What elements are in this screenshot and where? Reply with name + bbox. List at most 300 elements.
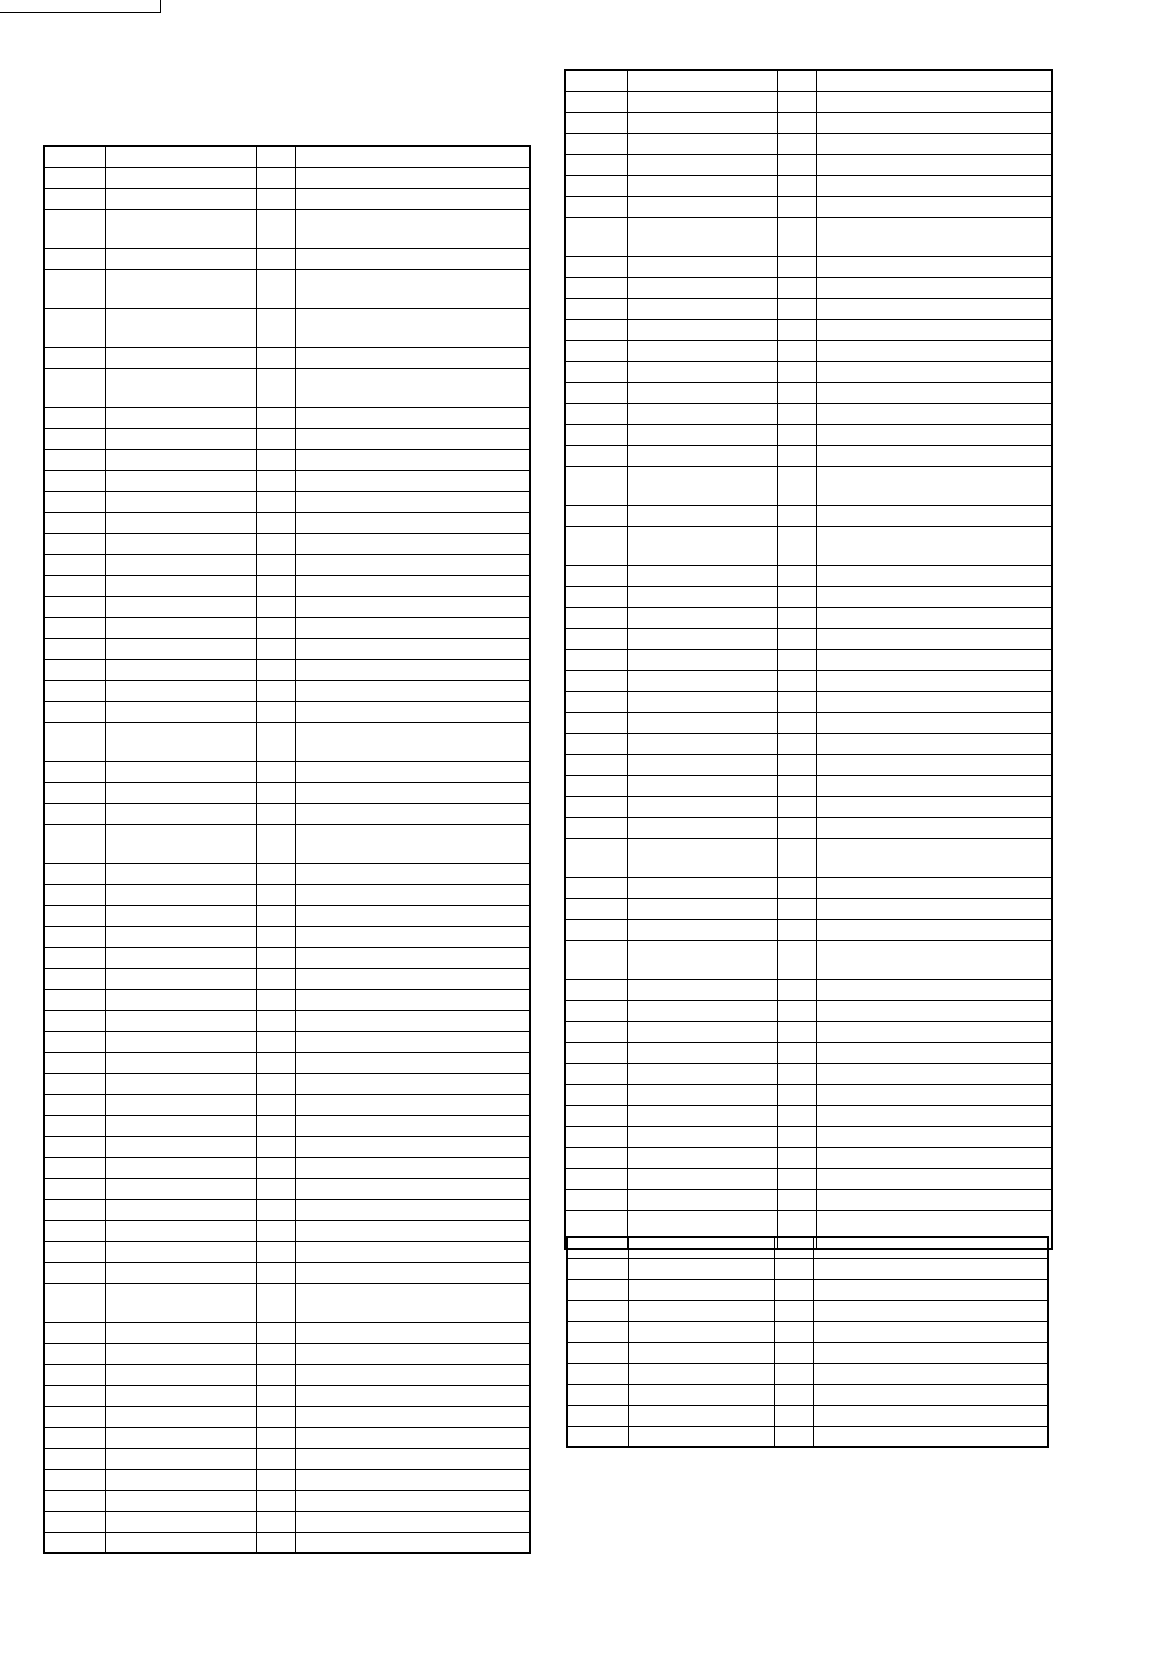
table-cell <box>777 919 816 940</box>
table-row <box>565 382 1052 403</box>
table-cell <box>816 319 1052 340</box>
table-cell <box>774 1405 813 1426</box>
table-cell <box>627 133 777 154</box>
table-row <box>44 1157 530 1178</box>
table-cell <box>813 1279 1048 1300</box>
table-cell <box>295 989 530 1010</box>
table-cell <box>565 340 627 361</box>
table-cell <box>777 319 816 340</box>
table-cell <box>816 607 1052 628</box>
table-cell <box>105 470 256 491</box>
table-cell <box>105 1406 256 1427</box>
table-cell <box>565 1084 627 1105</box>
table-cell <box>295 308 530 347</box>
table-cell <box>105 1115 256 1136</box>
table-cell <box>777 796 816 817</box>
table-cell <box>627 403 777 424</box>
table-cell <box>816 298 1052 319</box>
table-cell <box>256 617 295 638</box>
table-cell <box>256 491 295 512</box>
table-cell <box>295 782 530 803</box>
table-cell <box>295 1511 530 1532</box>
table-cell <box>44 533 105 554</box>
table-cell <box>777 898 816 919</box>
table-cell <box>105 449 256 470</box>
table-cell <box>105 1199 256 1220</box>
table-row <box>565 754 1052 775</box>
table-cell <box>105 491 256 512</box>
table-row <box>565 979 1052 1000</box>
table-cell <box>777 754 816 775</box>
table-cell <box>105 368 256 407</box>
table-cell <box>816 586 1052 607</box>
table-cell <box>774 1279 813 1300</box>
table-row <box>565 319 1052 340</box>
table-cell <box>295 1490 530 1511</box>
table-cell <box>816 775 1052 796</box>
table-cell <box>44 1220 105 1241</box>
table-cell <box>105 761 256 782</box>
table-row <box>44 1427 530 1448</box>
table-cell <box>565 877 627 898</box>
table-cell <box>44 1283 105 1322</box>
table-cell <box>44 1136 105 1157</box>
table-cell <box>295 248 530 269</box>
table-cell <box>105 722 256 761</box>
table-row <box>565 133 1052 154</box>
table-cell <box>565 586 627 607</box>
table-cell <box>777 505 816 526</box>
table-row <box>44 1073 530 1094</box>
table-cell <box>816 838 1052 877</box>
table-cell <box>567 1426 628 1447</box>
table-cell <box>256 680 295 701</box>
table-cell <box>813 1321 1048 1342</box>
table-cell <box>105 1343 256 1364</box>
table-cell <box>565 838 627 877</box>
table-cell <box>295 680 530 701</box>
table-cell <box>777 1021 816 1042</box>
table-cell <box>105 1220 256 1241</box>
table-cell <box>105 905 256 926</box>
table-cell <box>105 1427 256 1448</box>
table-cell <box>44 1469 105 1490</box>
table-row <box>44 188 530 209</box>
table-cell <box>295 554 530 575</box>
table-row <box>44 680 530 701</box>
table-row <box>565 1084 1052 1105</box>
table-cell <box>565 649 627 670</box>
table-cell <box>777 1084 816 1105</box>
table-cell <box>105 680 256 701</box>
table-cell <box>44 1115 105 1136</box>
table-cell <box>627 796 777 817</box>
table-row <box>567 1363 1048 1384</box>
table-cell <box>777 565 816 586</box>
table-cell <box>295 596 530 617</box>
table-cell <box>105 248 256 269</box>
table-cell <box>627 1042 777 1063</box>
table-row <box>44 884 530 905</box>
table-cell <box>777 979 816 1000</box>
table-cell <box>816 565 1052 586</box>
table-cell <box>44 863 105 884</box>
table-cell <box>565 91 627 112</box>
table-cell <box>816 256 1052 277</box>
table-row <box>44 308 530 347</box>
table-cell <box>774 1237 813 1258</box>
table-cell <box>627 691 777 712</box>
table-cell <box>627 319 777 340</box>
table-cell <box>627 361 777 382</box>
table-cell <box>816 1063 1052 1084</box>
table-row <box>44 1385 530 1406</box>
table-cell <box>565 1189 627 1210</box>
table-cell <box>44 968 105 989</box>
table-cell <box>105 701 256 722</box>
table-row <box>565 361 1052 382</box>
table-cell <box>565 1042 627 1063</box>
parts-table-small <box>566 1236 1049 1448</box>
table-cell <box>44 554 105 575</box>
table-cell <box>44 209 105 248</box>
table-cell <box>44 308 105 347</box>
table-cell <box>777 112 816 133</box>
table-cell <box>105 1490 256 1511</box>
table-row <box>565 628 1052 649</box>
table-cell <box>295 701 530 722</box>
table-cell <box>105 1322 256 1343</box>
table-cell <box>777 817 816 838</box>
table-cell <box>777 649 816 670</box>
table-cell <box>295 491 530 512</box>
table-cell <box>816 877 1052 898</box>
table-row <box>565 796 1052 817</box>
table-cell <box>565 175 627 196</box>
table-cell <box>44 1427 105 1448</box>
table-cell <box>256 1511 295 1532</box>
table-cell <box>816 403 1052 424</box>
table-cell <box>627 877 777 898</box>
table-cell <box>565 565 627 586</box>
table-cell <box>44 1490 105 1511</box>
table-cell <box>256 659 295 680</box>
table-cell <box>44 761 105 782</box>
table-cell <box>105 1364 256 1385</box>
table-cell <box>295 1364 530 1385</box>
table-cell <box>628 1237 774 1258</box>
table-cell <box>105 308 256 347</box>
table-row <box>44 269 530 308</box>
table-row <box>565 445 1052 466</box>
table-cell <box>295 1262 530 1283</box>
table-row <box>565 1063 1052 1084</box>
table-row <box>44 1343 530 1364</box>
table-cell <box>627 154 777 175</box>
table-cell <box>777 298 816 319</box>
table-cell <box>295 1406 530 1427</box>
table-cell <box>565 1000 627 1021</box>
table-row <box>567 1258 1048 1279</box>
table-cell <box>44 1241 105 1262</box>
table-cell <box>816 1105 1052 1126</box>
table-row <box>567 1384 1048 1405</box>
table-cell <box>256 1532 295 1553</box>
table-cell <box>777 691 816 712</box>
table-cell <box>813 1405 1048 1426</box>
table-cell <box>295 347 530 368</box>
table-cell <box>565 940 627 979</box>
table-cell <box>44 269 105 308</box>
table-cell <box>627 382 777 403</box>
table-cell <box>44 722 105 761</box>
table-cell <box>627 754 777 775</box>
table-cell <box>105 1052 256 1073</box>
table-cell <box>105 167 256 188</box>
table-cell <box>44 638 105 659</box>
table-cell <box>256 575 295 596</box>
table-cell <box>777 1063 816 1084</box>
table-row <box>44 722 530 761</box>
table-cell <box>627 979 777 1000</box>
table-cell <box>295 449 530 470</box>
table-cell <box>816 940 1052 979</box>
table-row <box>44 1115 530 1136</box>
table-cell <box>105 1532 256 1553</box>
table-row <box>565 607 1052 628</box>
table-cell <box>295 1073 530 1094</box>
table-row <box>44 617 530 638</box>
table-cell <box>565 403 627 424</box>
table-cell <box>44 701 105 722</box>
table-row <box>565 256 1052 277</box>
table-cell <box>813 1237 1048 1258</box>
table-row <box>44 968 530 989</box>
table-cell <box>256 308 295 347</box>
table-row <box>44 1448 530 1469</box>
table-cell <box>816 154 1052 175</box>
table-cell <box>816 382 1052 403</box>
table-row <box>44 248 530 269</box>
table-cell <box>44 1448 105 1469</box>
table-cell <box>256 188 295 209</box>
table-cell <box>628 1426 774 1447</box>
table-cell <box>256 596 295 617</box>
table-cell <box>256 863 295 884</box>
table-cell <box>256 146 295 167</box>
table-row <box>565 919 1052 940</box>
table-cell <box>627 277 777 298</box>
table-cell <box>105 347 256 368</box>
table-cell <box>256 347 295 368</box>
table-cell <box>295 575 530 596</box>
table-cell <box>565 382 627 403</box>
table-cell <box>567 1237 628 1258</box>
table-cell <box>44 368 105 407</box>
table-cell <box>105 968 256 989</box>
table-row <box>567 1342 1048 1363</box>
table-cell <box>256 782 295 803</box>
table-cell <box>627 628 777 649</box>
table-cell <box>295 533 530 554</box>
table-cell <box>627 838 777 877</box>
table-row <box>565 196 1052 217</box>
table-cell <box>256 989 295 1010</box>
table-row <box>44 554 530 575</box>
table-row <box>565 1042 1052 1063</box>
table-cell <box>44 824 105 863</box>
table-cell <box>565 154 627 175</box>
table-cell <box>816 112 1052 133</box>
table-cell <box>777 775 816 796</box>
table-cell <box>628 1384 774 1405</box>
table-cell <box>44 989 105 1010</box>
table-cell <box>105 1511 256 1532</box>
table-row <box>565 175 1052 196</box>
table-cell <box>567 1279 628 1300</box>
table-cell <box>295 947 530 968</box>
table-cell <box>777 1042 816 1063</box>
table-cell <box>105 554 256 575</box>
table-cell <box>105 782 256 803</box>
table-row <box>44 947 530 968</box>
table-row <box>565 424 1052 445</box>
table-row <box>44 1094 530 1115</box>
table-cell <box>777 628 816 649</box>
table-cell <box>565 1147 627 1168</box>
table-cell <box>256 1094 295 1115</box>
table-cell <box>565 1021 627 1042</box>
table-cell <box>816 466 1052 505</box>
table-cell <box>565 445 627 466</box>
table-cell <box>777 196 816 217</box>
table-cell <box>567 1300 628 1321</box>
table-row <box>44 167 530 188</box>
table-cell <box>256 884 295 905</box>
table-row <box>565 670 1052 691</box>
table-row <box>44 1406 530 1427</box>
table-cell <box>105 824 256 863</box>
table-cell <box>627 712 777 733</box>
table-cell <box>44 1157 105 1178</box>
table-cell <box>816 628 1052 649</box>
table-cell <box>777 1105 816 1126</box>
table-cell <box>565 1168 627 1189</box>
table-cell <box>816 670 1052 691</box>
table-row <box>565 1105 1052 1126</box>
table-row <box>565 526 1052 565</box>
table-cell <box>628 1342 774 1363</box>
table-cell <box>567 1405 628 1426</box>
table-cell <box>44 1052 105 1073</box>
table-cell <box>628 1258 774 1279</box>
table-cell <box>627 817 777 838</box>
table-cell <box>627 1084 777 1105</box>
table-row <box>44 1220 530 1241</box>
table-cell <box>295 1178 530 1199</box>
table-cell <box>627 649 777 670</box>
table-row <box>44 407 530 428</box>
table-cell <box>256 1322 295 1343</box>
table-cell <box>256 1136 295 1157</box>
table-cell <box>567 1321 628 1342</box>
table-cell <box>105 1010 256 1031</box>
table-cell <box>816 91 1052 112</box>
table-cell <box>627 1147 777 1168</box>
table-cell <box>627 445 777 466</box>
table-body <box>565 70 1052 1249</box>
table-cell <box>627 217 777 256</box>
table-cell <box>816 361 1052 382</box>
table-cell <box>627 1105 777 1126</box>
table-cell <box>256 512 295 533</box>
table-cell <box>295 722 530 761</box>
table-row <box>565 649 1052 670</box>
table-cell <box>777 1147 816 1168</box>
table-cell <box>567 1342 628 1363</box>
table-cell <box>777 340 816 361</box>
table-cell <box>44 1031 105 1052</box>
table-row <box>565 112 1052 133</box>
table-row <box>44 1241 530 1262</box>
table-cell <box>567 1363 628 1384</box>
table-row <box>44 1052 530 1073</box>
table-cell <box>565 670 627 691</box>
table-row <box>565 565 1052 586</box>
table-cell <box>627 340 777 361</box>
table-cell <box>105 188 256 209</box>
table-cell <box>627 1021 777 1042</box>
table-row <box>44 512 530 533</box>
table-cell <box>105 1469 256 1490</box>
table-cell <box>295 470 530 491</box>
table-cell <box>777 1168 816 1189</box>
table-cell <box>774 1300 813 1321</box>
table-cell <box>628 1363 774 1384</box>
table-row <box>44 701 530 722</box>
table-cell <box>44 347 105 368</box>
table-cell <box>777 466 816 505</box>
table-cell <box>256 1262 295 1283</box>
table-row <box>565 403 1052 424</box>
table-cell <box>256 1115 295 1136</box>
table-cell <box>256 968 295 989</box>
table-cell <box>44 1094 105 1115</box>
table-cell <box>813 1300 1048 1321</box>
table-cell <box>565 298 627 319</box>
table-cell <box>44 782 105 803</box>
table-cell <box>44 428 105 449</box>
table-cell <box>256 701 295 722</box>
table-row <box>567 1426 1048 1447</box>
table-cell <box>565 628 627 649</box>
table-row <box>565 217 1052 256</box>
table-cell <box>295 1448 530 1469</box>
table-cell <box>295 659 530 680</box>
table-cell <box>777 382 816 403</box>
table-cell <box>44 680 105 701</box>
table-cell <box>256 1178 295 1199</box>
table-cell <box>816 898 1052 919</box>
table-cell <box>295 884 530 905</box>
table-cell <box>627 670 777 691</box>
table-cell <box>295 1115 530 1136</box>
table-cell <box>44 512 105 533</box>
table-row <box>565 1189 1052 1210</box>
table-cell <box>295 1031 530 1052</box>
table-cell <box>816 796 1052 817</box>
table-cell <box>44 1073 105 1094</box>
